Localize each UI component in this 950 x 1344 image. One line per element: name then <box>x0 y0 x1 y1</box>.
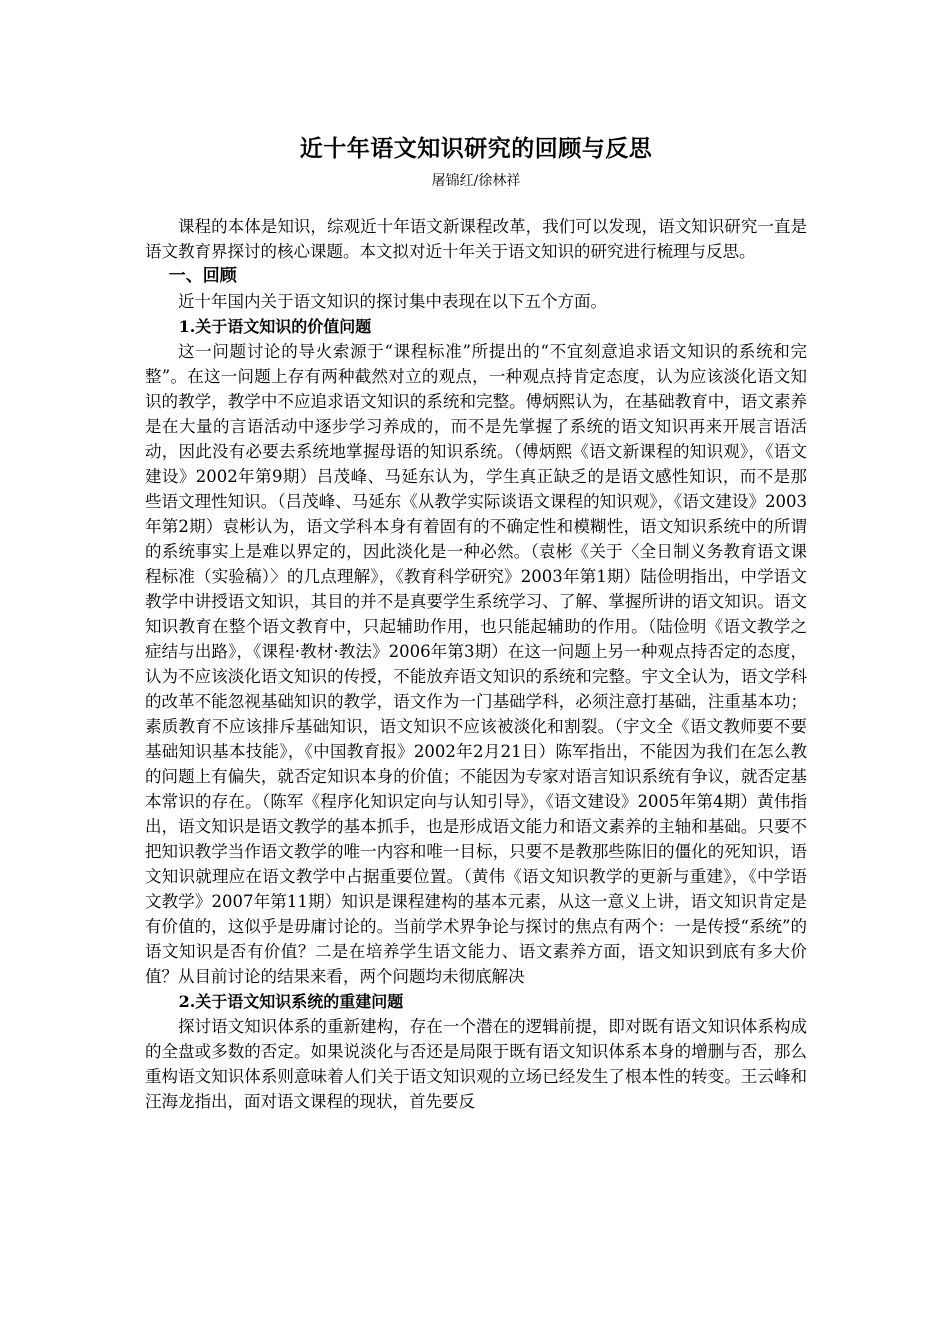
document-authors: 屠锦红/徐林祥 <box>431 173 521 189</box>
intro-paragraph: 课程的本体是知识，综观近十年语文新课程改革，我们可以发现，语文知识研究一直是语文教育界探讨的核心课题。本文拟对近十年关于语文知识的研究进行梳理与反思。 <box>145 217 807 261</box>
section-lead-paragraph: 近十年国内关于语文知识的探讨集中表现在以下五个方面。 <box>178 292 607 311</box>
document-page <box>145 130 807 1114</box>
subsection-body-value: 这一问题讨论的导火索源于“课程标准”所提出的“不宜刻意追求语文知识的系统和完整”。在这一问题上存有两种截然对立的观点，一种观点持肯定态度，认为应该淡化语文知识的教学，教学中不应追求语文知识的系统和完整。傅炳熙认为，在基础教育中，语文素养是在大量的言语活动中逐步学习养成的，而不是先掌握了系统的语文知识再来开展言语活动，因此没有必要去系统地掌握母语的知识系统。（傅炳熙《语文新课程的知识观》，《语文建设》2002年第9期）吕茂峰、马延东认为，学生真正缺乏的是语文感性知识，而不是那些语文理性知识。（吕茂峰、马延东《从教学实际谈语文课程的知识观》，《语文建设》2003年第2期）袁彬认为，语文学科本身有着固有的不确定性和模糊性，语文知识系统中的所谓的系统事实上是难以界定的，因此淡化是一种必然。（袁彬《关于〈全日制义务教育语文课程标准（实验稿）〉的几点理解》，《教育科学研究》2003年第1期）陆俭明指出，中学语文教学中讲授语文知识，其目的并不是真要学生系统学习、了解、掌握所讲的语文知识。语文知识教育在整个语文教育中，只起辅助作用，也只能起辅助的作用。（陆俭明《语文教学之症结与出路》，《课程·教材·教法》2006年第3期）在这一问题上另一种观点持否定的态度，认为不应该淡化语文知识的传授，不能放弃语文知识的系统和完整。宇文全认为，语文学科的改革不能忽视基础知识的教学，语文作为一门基础学科，必须注意打基础，注重基本功；素质教育不应该排斥基础知识，语文知识不应该被淡化和割裂。（宇文全《语文教师要不要基础知识基本技能》，《中国教育报》2002年2月21日）陈军指出，不能因为我们在怎么教的问题上有偏失，就否定知识本身的价值；不能因为专家对语言知识系统有争议，就否定基本常识的存在。（陈军《程序化知识定向与认知引导》，《语文建设》2005年第4期）黄伟指出，语文知识是语文教学的基本抓手，也是形成语文能力和语文素养的主轴和基础。只要不把知识教学当作语文教学的唯一内容和唯一目标，只要不是教那些陈旧的僵化的死知识，语文知识就理应在语文教学中占据重要位置。（黄伟《语文知识教学的更新与重建》，《中学语文教学》2007年第11期）知识是课程建构的基本元素，从这一意义上讲，语文知识肯定是有价值的，这似乎是毋庸讨论的。当前学术界争论与探讨的焦点有两个：一是传授“系统”的语文知识是否有价值？二是在培养学生语文能力、语文素养方面，语文知识到底有多大价值？从目前讨论的结果来看，两个问题均未彻底解决 <box>145 342 807 986</box>
section-heading-review: 一、回顾 <box>168 266 237 286</box>
subsection-heading-value: 1.关于语文知识的价值问题 <box>178 317 372 336</box>
document-title: 近十年语文知识研究的回顾与反思 <box>299 136 653 162</box>
subsection-body-rebuild: 探讨语文知识体系的重新建构，存在一个潜在的逻辑前提，即对既有语文知识体系构成的全盘或多数的否定。如果说淡化与否还是局限于既有语文知识体系本身的增删与否，那么重构语文知识体系则意味着人们关于语文知识观的立场已经发生了根本性的转变。王云峰和汪海龙指出，面对语文课程的现状，首先要反 <box>145 1017 807 1111</box>
subsection-heading-rebuild: 2.关于语文知识系统的重建问题 <box>178 992 404 1011</box>
